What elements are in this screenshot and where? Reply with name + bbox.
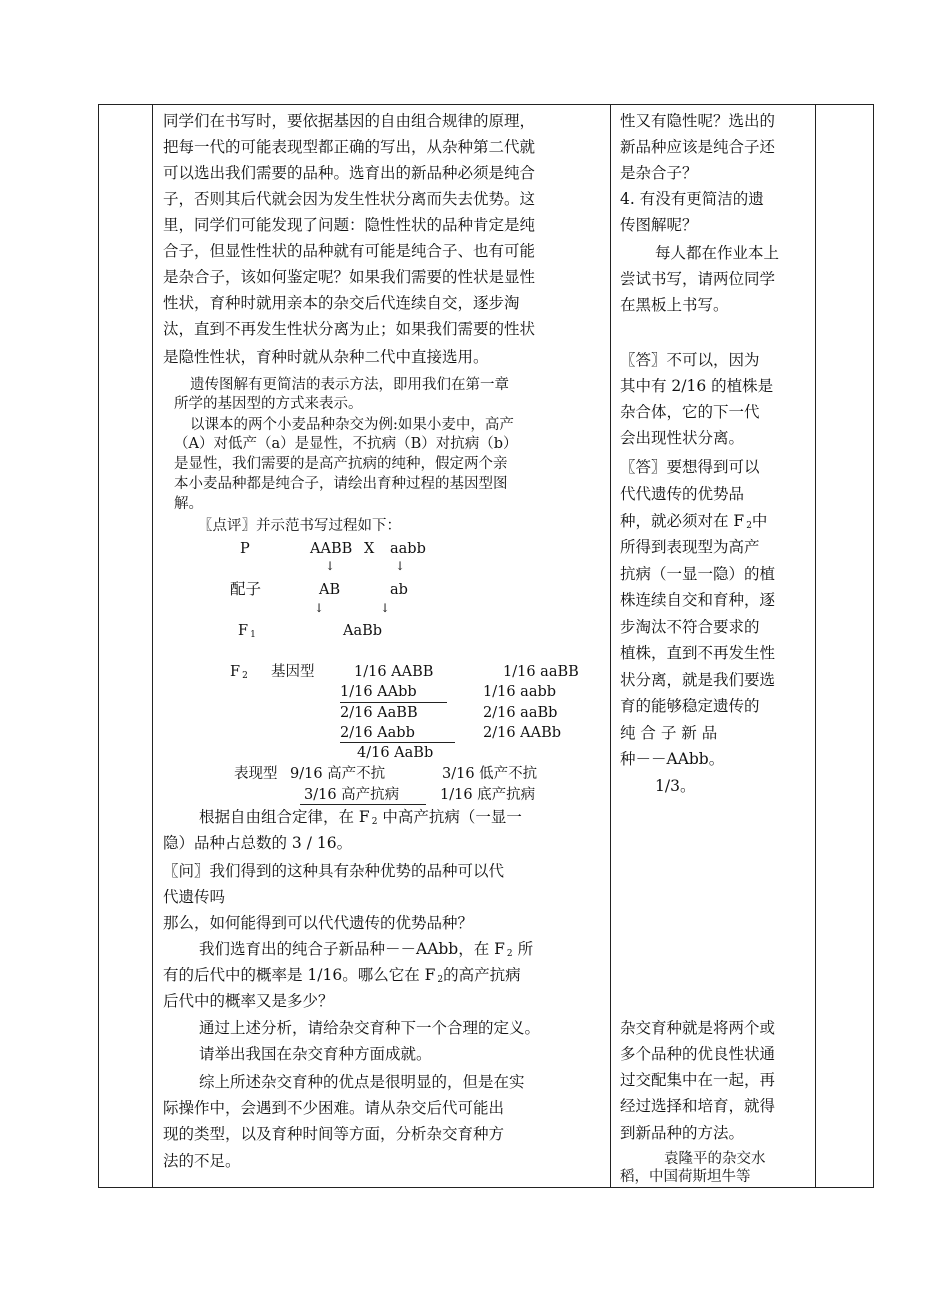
paragraph-line: 综上所述杂交育种的优点是很明显的，但是在实 — [199, 1073, 525, 1091]
f2-label: F $_2$ — [230, 664, 248, 681]
column-divider-1 — [152, 104, 153, 1188]
side-line: 杂合体，它的下一代 — [620, 403, 760, 421]
side-line: 每人都在作业本上 — [655, 244, 780, 262]
genotype-item: 1/16 AAbb — [340, 684, 417, 700]
paragraph-line: 可以选出我们需要的品种。选育出的新品种必须是纯合 — [163, 164, 536, 182]
paragraph-line: 以课本的两个小麦品种杂交为例:如果小麦中，高产 — [190, 417, 514, 433]
arrow-down-icon: ↓ — [314, 601, 325, 615]
column-divider-2 — [610, 104, 611, 1188]
paragraph-line: 际操作中，会遇到不少困难。请从杂交后代可能出 — [163, 1099, 505, 1117]
side-line: 经过选择和培育，就得 — [620, 1097, 776, 1115]
phenotype-label: 表现型 — [234, 766, 278, 782]
side-line: 〖答〗不可以，因为 — [620, 351, 760, 369]
question-line: 代遗传吗 — [163, 888, 226, 906]
side-line: 种，就必须对在 F $_2$中 — [620, 512, 768, 531]
side-line: 新品种应该是纯合子还 — [620, 138, 776, 156]
genotype-item: 1/16 aabb — [483, 684, 557, 700]
side-line: 会出现性状分离。 — [620, 429, 745, 447]
side-line: 性又有隐性呢？选出的 — [620, 112, 776, 130]
side-line: 步淘汰不符合要求的 — [620, 618, 760, 636]
genotype-item: 1/16 AABB — [354, 664, 434, 680]
side-line: 杂交育种就是将两个或 — [620, 1019, 776, 1037]
genotype-item: 2/16 aaBb — [483, 705, 558, 721]
side-line: 状分离，就是我们要选 — [620, 671, 776, 689]
paragraph-line: 法的不足。 — [163, 1152, 241, 1170]
side-line: 多个品种的优良性状通 — [620, 1045, 776, 1063]
arrow-down-icon: ↓ — [395, 559, 406, 573]
side-line: 株连续自交和育种，逐 — [620, 591, 776, 609]
paragraph-line: 所学的基因型的方式来表示。 — [174, 396, 363, 412]
side-line: 4. 有没有更简洁的遗 — [620, 190, 764, 208]
side-line: 〖答〗要想得到可以 — [620, 458, 760, 476]
parent-genotype-1: AABB — [310, 541, 353, 557]
side-line: 过交配集中在一起，再 — [620, 1071, 776, 1089]
paragraph-line: 合子，但显性性状的品种就有可能是纯合子、也有可能 — [163, 242, 536, 260]
genotype-item: 2/16 AaBB — [340, 705, 418, 721]
gamete-2: ab — [390, 582, 408, 598]
arrow-down-icon: ↓ — [325, 559, 336, 573]
paragraph-line: 通过上述分析，请给杂交育种下一个合理的定义。 — [199, 1019, 541, 1037]
f1-label: F $_1$ — [238, 623, 256, 640]
p-label: P — [240, 541, 250, 557]
question-line: 〖问〗我们得到的这种具有杂种优势的品种可以代 — [163, 862, 505, 880]
underline — [300, 804, 426, 805]
side-line: 在黑板上书写。 — [620, 296, 729, 314]
side-line: 所得到表现型为高产 — [620, 538, 760, 556]
paragraph-line: 根据自由组合定律，在 F $_2$ 中高产抗病（一显一 — [199, 808, 522, 827]
parent-genotype-2: aabb — [390, 541, 426, 557]
paragraph-line: 遗传图解有更简洁的表示方法，即用我们在第一章 — [190, 377, 509, 393]
side-line: 抗病（一显一隐）的植 — [620, 565, 776, 583]
paragraph-line: 性状，育种时就用亲本的杂交后代连续自交，逐步淘 — [163, 294, 520, 312]
paragraph-line: 里，同学们可能发现了问题：隐性性状的品种肯定是纯 — [163, 216, 536, 234]
paragraph-line: 同学们在书写时，要依据基因的自由组合规律的原理， — [163, 112, 536, 130]
side-line: 代代遗传的优势品 — [620, 485, 745, 503]
paragraph-line: 子，否则其后代就会因为发生性状分离而失去优势。这 — [163, 190, 536, 208]
side-line: 种－－AAbb。 — [620, 750, 725, 768]
paragraph-line: 本小麦品种都是纯合子，请绘出育种过程的基因型图 — [174, 476, 508, 492]
column-divider-3 — [815, 104, 816, 1188]
paragraph-line: （A）对低产（a）是显性，不抗病（B）对抗病（b） — [174, 436, 518, 452]
paragraph-line: 是显性，我们需要的是高产抗病的纯种，假定两个亲 — [174, 456, 508, 472]
paragraph-line: 隐）品种占总数的 3 / 16。 — [163, 834, 353, 852]
phenotype-item: 3/16 低产不抗 — [442, 766, 538, 782]
phenotype-item: 1/16 底产抗病 — [440, 787, 536, 803]
side-line: 纯 合 子 新 品 — [620, 724, 718, 742]
side-line: 到新品种的方法。 — [620, 1124, 745, 1142]
paragraph-line: 汰，直到不再发生性状分离为止；如果我们需要的性状 — [163, 320, 536, 338]
side-line: 尝试书写，请两位同学 — [620, 270, 776, 288]
genotype-item: 2/16 AABb — [483, 725, 562, 741]
gamete-1: AB — [319, 582, 341, 598]
paragraph-line: 是杂合子，该如何鉴定呢？如果我们需要的性状是显性 — [163, 268, 536, 286]
paragraph-line: 请举出我国在杂交育种方面成就。 — [199, 1045, 432, 1063]
paragraph-line: 是隐性性状，育种时就从杂种二代中直接选用。 — [163, 348, 489, 366]
side-line: 稻，中国荷斯坦牛等 — [620, 1169, 751, 1185]
side-line: 植株，直到不再发生性 — [620, 644, 776, 662]
phenotype-item: 3/16 高产抗病 — [304, 787, 400, 803]
side-line: 其中有 2/16 的植株是 — [620, 377, 774, 395]
genotype-item: 4/16 AaBb — [357, 745, 434, 761]
phenotype-item: 9/16 高产不抗 — [290, 766, 386, 782]
side-line: 育的能够稳定遗传的 — [620, 697, 760, 715]
paragraph-line: 我们选育出的纯合子新品种－－AAbb，在 F $_2$ 所 — [199, 940, 534, 959]
comment-label: 〖点评〗并示范书写过程如下： — [198, 518, 401, 534]
paragraph-line: 后代中的概率又是多少？ — [163, 992, 334, 1010]
genotype-label: 基因型 — [271, 664, 315, 680]
paragraph-line: 有的后代中的概率是 1/16。哪么它在 F $_2$的高产抗病 — [163, 966, 521, 985]
paragraph-line: 把每一代的可能表现型都正确的写出，从杂种第二代就 — [163, 138, 536, 156]
side-line: 袁隆平的杂交水 — [664, 1151, 766, 1167]
question-line: 那么，如何能得到可以代代遗传的优势品种？ — [163, 914, 474, 932]
cross-symbol: X — [364, 541, 375, 557]
underline — [340, 702, 447, 703]
side-line: 1/3。 — [655, 777, 696, 795]
genotype-item: 2/16 Aabb — [340, 725, 415, 741]
gamete-label: 配子 — [230, 580, 262, 598]
paragraph-line: 解。 — [174, 496, 203, 512]
side-line: 是杂合子？ — [620, 164, 698, 182]
underline — [340, 742, 455, 743]
f1-genotype: AaBb — [343, 623, 383, 639]
arrow-down-icon: ↓ — [380, 601, 391, 615]
paragraph-line: 现的类型，以及育种时间等方面，分析杂交育种方 — [163, 1125, 505, 1143]
side-line: 传图解呢？ — [620, 216, 698, 234]
genotype-item: 1/16 aaBB — [503, 664, 579, 680]
